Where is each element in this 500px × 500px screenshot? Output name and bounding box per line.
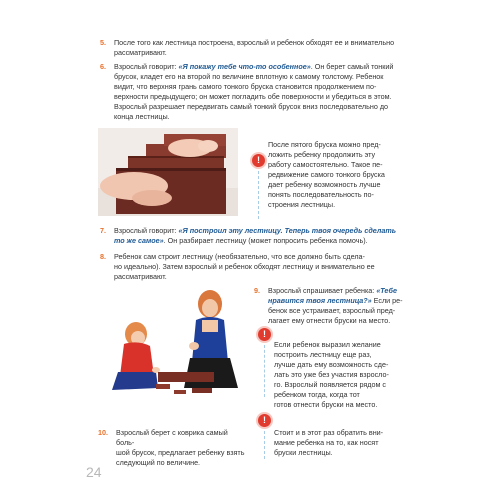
warning-icon: !: [250, 152, 267, 169]
quote: «Я построил эту лестницу. Теперь твоя очередь сделать: [178, 226, 396, 235]
note-divider: [258, 171, 260, 219]
step-10: [98, 428, 248, 467]
quote: нравится твоя лестница?»: [268, 296, 372, 305]
note-divider: [264, 345, 266, 397]
step-text: После того как лестница построена, взрослый и ребенок обходят ее и внимательно рассматривают.: [114, 38, 395, 57]
step-7: [100, 226, 430, 248]
photo-hands-on-stair: [98, 128, 238, 216]
step-number: 9.: [254, 286, 260, 295]
photo-adult-and-child: [98, 284, 248, 404]
step-text: Взрослый говорит: «Я построил эту лестницу. Теперь твоя очередь сделать то же самое». Он разбирает лестницу (может попросить ребенка помочь).: [114, 226, 396, 245]
step-8: [100, 252, 430, 284]
quote: то же самое»: [114, 236, 164, 245]
step-5: [100, 38, 430, 60]
step-number: 7.: [100, 226, 106, 235]
step-9: [254, 286, 424, 328]
note-3: Стоит и в этот раз обратить вни- мание ребенка на то, как носят бруски лестницы.: [274, 428, 384, 457]
step-text: Взрослый говорит: «Я покажу тебе что-то особенное». Он берет самый тонкий брусок, кладет его на второй по величине вплотную к самому толстому. Ребенок видит, что верхняя грань самого тонкого бруска становится продолжением по- верхности предыдущего; он может погладить обе поверхности и убедиться в этом. Взрослый разрешает передвигать самый тонкий брусок вниз последовательно до конца лестницы.: [114, 62, 394, 121]
step-number: 8.: [100, 252, 106, 261]
warning-icon: !: [256, 326, 273, 343]
note-1: После пятого бруска можно пред- ложить ребенку продолжить эту работу самостоятельно. Такое пе- редвижение самого тонкого бруска дает ребенку возможность лучше понять последовательность по- строения лестницы.: [268, 140, 385, 209]
step-number: 5.: [100, 38, 106, 47]
quote: «Тебе: [376, 286, 397, 295]
page-number: 24: [86, 464, 102, 480]
warning-icon: !: [256, 412, 273, 429]
note-2: Если ребенок выразил желание построить лестницу еще раз, лучше дать ему возможность сде- лать это уже без участия взросло- го. Взрослый появляется рядом с ребенком тогда, когда тот готов отнести бруски на место.: [274, 340, 389, 409]
step-number: 6.: [100, 62, 106, 71]
quote: «Я покажу тебе что-то особенное»: [178, 62, 311, 71]
step-6: [100, 62, 430, 124]
step-text: Взрослый спрашивает ребенка: «Тебе нравится твоя лестница?» Если ре- бенок все устраивает, взрослый пред- лагает ему отнести бруски на место.: [268, 286, 403, 325]
note-divider: [264, 431, 266, 459]
step-text: Ребенок сам строит лестницу (необязательно, что все должно быть сдела- но идеально). Затем взрослый и ребенок обходят лестницу и внимательно ее рассматривают.: [114, 252, 375, 281]
step-text: Взрослый берет с коврика самый боль- шой брусок, предлагает ребенку взять следующий по величине.: [116, 428, 245, 467]
step-number: 10.: [98, 428, 108, 437]
